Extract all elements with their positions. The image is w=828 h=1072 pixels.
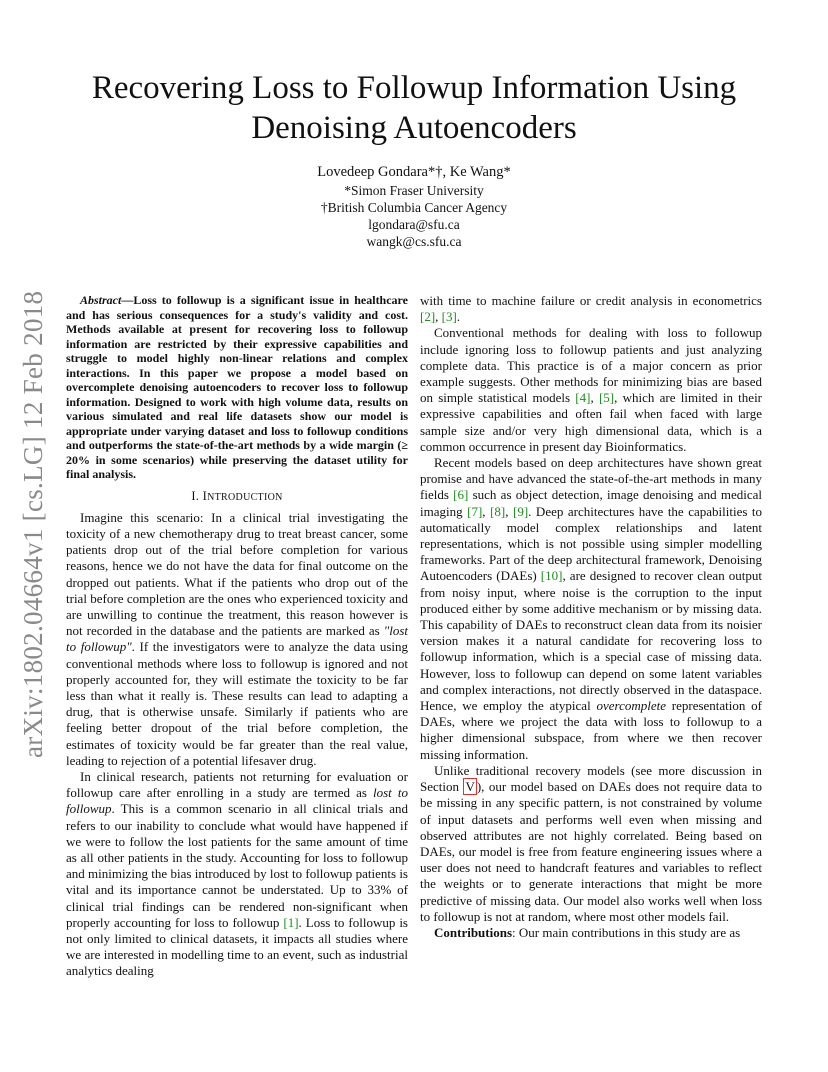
right-column — [420, 293, 762, 941]
abstract-label: Abstract — [80, 293, 122, 307]
citation-link[interactable]: [3] — [441, 309, 457, 325]
paper-title: Recovering Loss to Followup Information Using Denoising Autoencoders — [91, 70, 737, 146]
intro-paragraph-6: Unlike traditional recovery models (see more discussion in Section V ), our model based on DAEs does not require data to be missing in any specific pattern, is not constrained by volume of input datasets and performs well even when missing and observed attributes are not highly correlated. Being based on DAEs, our model is free from feature engineering issues where a user does not need to handcraft features and variables to reflect the weights or to generate interactions that might be more predictive of missing data. Our model also works well when loss to followup is not at random, where most other models fail. — [420, 762, 762, 924]
citation-link[interactable]: [1] — [283, 914, 299, 930]
citation-link[interactable]: [10] — [540, 568, 563, 584]
email-wang[interactable]: wangk@cs.sfu.ca — [366, 234, 462, 249]
citation-link[interactable]: [2] — [420, 309, 436, 325]
citation-link[interactable]: [9] — [513, 503, 529, 519]
arxiv-stamp: arXiv:1802.04664v1 [cs.LG] 12 Feb 2018 — [18, 290, 48, 758]
intro-paragraph-3: with time to machine failure or credit analysis in econometrics [2], [3]. — [420, 293, 762, 325]
left-column — [66, 293, 408, 980]
author-block — [214, 163, 614, 250]
intro-paragraph-1: Imagine this scenario: In a clinical trial investigating the toxicity of a new chemotherapy drug to treat breast cancer, some patients drop out of the trial before completion for various reasons, hence we do not have the data for final outcome on the dropped out patients. What if the patients who drop out of the trial before completion are the ones who experienced toxicity and are unwilling to continue the treatment, this reason however is not recorded in the database and the patients are marked as "lost to followup". If the investigators were to analyze the data using conventional methods where loss to followup is ignored and not properly accounted for, they will estimate the toxicity to be far less than what it really is. These results can lead to adapting a drug, that is otherwise unsafe. Similarly if patients who are feeling better dropout of the trial before completion, the estimates of toxicity would be far greater than the real value, leading to rejection of a potential lifesaver drug. — [66, 509, 408, 768]
intro-paragraph-5: Recent models based on deep architectures have shown great promise and have advanced the state-of-the-art methods in many fields [6] such as object detection, image denoising and medical imaging [7], [8], [9]. Deep architectures have the capabilities to automatically model complex relationships and latent representations, which is not possible using simpler modelling frameworks. Part of the deep architectural framework, Denoising Autoencoders (DAEs) [10], are designed to recover clean output from noisy input, where noise is the corruption to the input produced either by some additive mechanism or by missing data. This capability of DAEs to reconstruct clean data from its noisier version makes it a natural candidate for recovering loss to followup information, which is a special case of missing data. However, loss to followup can depend on some latent variables and complex interactions, not directly observed in the dataspace. Hence, we employ the atypical overcomplete representation of DAEs, where we project the data with loss to followup to a higher dimensional subspace, from where we then recover missing information. — [420, 455, 763, 762]
contributions-paragraph: Contributions: Our main contributions in this study are as — [434, 924, 741, 940]
citation-link[interactable]: [4] — [575, 390, 591, 406]
affiliation-bcca: †British Columbia Cancer Agency — [320, 200, 508, 215]
affiliation-sfu: *Simon Fraser University — [344, 183, 484, 198]
abstract-text: —Loss to followup is a significant issue in healthcare and has serious consequences for a study's validity and cost. Methods available at present for recovering loss to followup information are restricted by their expressive capabilities and struggle to model highly non-linear relations and complex interactions. In this paper we propose a model based on overcomplete denoising autoencoders to recover loss to followup information. Designed to work with high volume data, results on various simulated and real life datasets show our model is appropriate under varying dataset and loss to followup conditions and outperforms the state-of-the-art methods by a wide margin (≥ 20% in some scenarios) while preserving the dataset utility for final analysis. — [66, 293, 408, 481]
citation-link[interactable]: [7] — [467, 503, 483, 519]
email-gondara[interactable]: lgondara@sfu.ca — [368, 217, 460, 232]
citation-link[interactable]: [6] — [453, 487, 469, 503]
citation-link[interactable]: [8] — [490, 503, 506, 519]
author-names: Lovedeep Gondara*†, Ke Wang* — [317, 164, 511, 180]
contributions-label: Contributions — [434, 924, 513, 940]
section-heading-introduction: I. INTRODUCTION — [191, 488, 283, 503]
citation-link[interactable]: [5] — [598, 390, 615, 406]
intro-paragraph-4: Conventional methods for dealing with loss to followup include ignoring loss to followup patients and just analyzing complete data. This practice is of a major concern as prior example suggests. Other methods for minimizing bias are based on simple statistical models [4], [5], which are limited in their expressive capabilities and often fail when faced with large sample size and/or very high dimensional data, which is a common occurrence in present day Bioinformatics. — [420, 325, 763, 454]
intro-paragraph-2: In clinical research, patients not returning for evaluation or followup care after enrolling in a study are termed as lost to followup. This is a common scenario in all clinical trials and refers to our inability to conclude what would have happened if we were to follow the lost patients for the same amount of time as all other patients in the study. Accounting for loss to followup and minimizing the bias introduced by lost to followup patients is vital and its importance cannot be understated. Up to 33% of clinical trial findings can be rendered non-significant when properly accounting for loss to followup [1]. Loss to followup is not only limited to clinical datasets, it impacts all studies where we are interested in modelling time to an event, such as industrial analytics dealing — [66, 768, 408, 979]
section-reference-link[interactable]: V — [465, 779, 475, 795]
abstract — [66, 293, 408, 482]
